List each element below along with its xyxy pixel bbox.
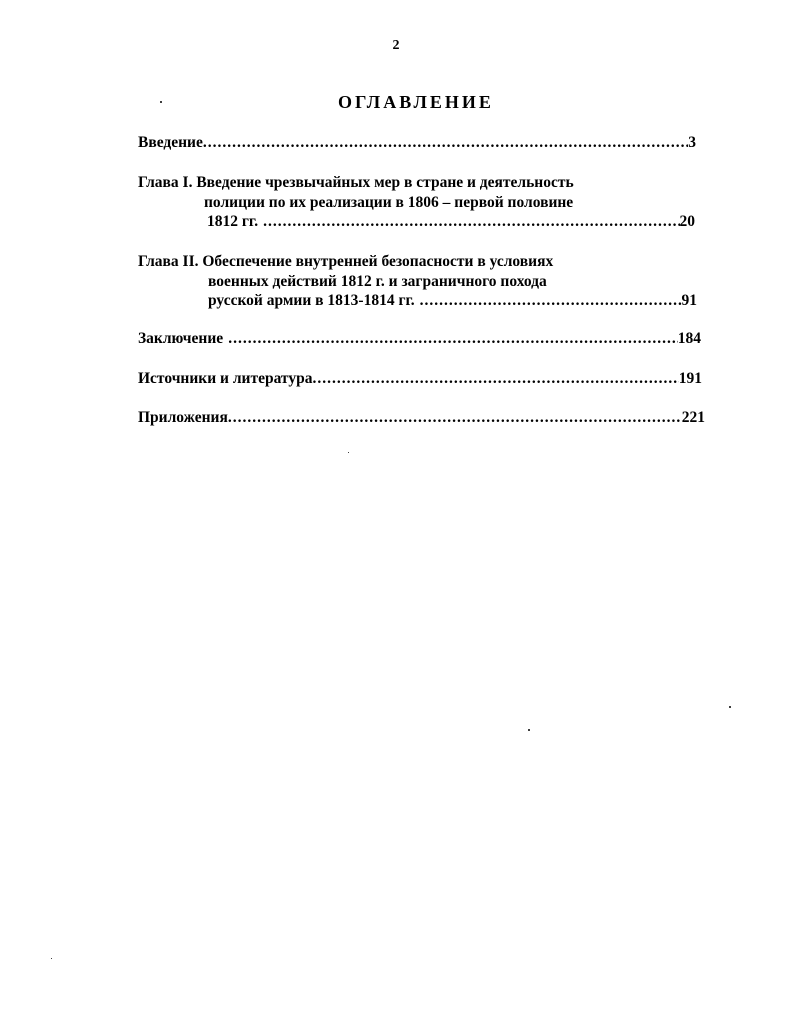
scan-speck	[51, 958, 52, 959]
toc-entry-sources	[138, 369, 702, 389]
toc-entry-page: 184	[677, 330, 701, 347]
page-number: 2	[392, 38, 400, 53]
toc-chapter-prefix: Глава II.	[138, 253, 199, 270]
toc-chapter-title: Обеспечение внутренней безопасности в условиях	[202, 253, 554, 270]
toc-entry-label: Введение	[138, 134, 203, 151]
toc-entry-label: Приложения	[138, 409, 228, 426]
toc-chapter-prefix: Глава I.	[138, 174, 193, 191]
toc-chapter2-line1	[138, 252, 553, 272]
page-title: ОГЛАВЛЕНИЕ	[338, 92, 494, 112]
toc-entry-page: 91	[681, 292, 697, 309]
toc-chapter-title: Введение чрезвычайных мер в стране и деятельность	[196, 174, 574, 191]
toc-leader-dots	[263, 212, 679, 232]
toc-entry-intro	[138, 133, 696, 153]
toc-entry-page: 191	[678, 370, 702, 387]
scan-speck	[729, 706, 731, 708]
toc-chapter1-line1	[138, 173, 574, 193]
toc-entry-label: Заключение	[138, 330, 224, 347]
toc-entry-label: 1812 гг.	[207, 213, 259, 230]
toc-entry-chapter1	[207, 212, 695, 232]
toc-entry-conclusion	[138, 329, 701, 349]
toc-chapter2-line2: военных действий 1812 г. и заграничного похода	[208, 273, 547, 290]
scan-speck	[348, 452, 349, 453]
scan-speck	[160, 101, 162, 103]
scan-speck	[528, 729, 530, 731]
toc-leader-dots	[228, 329, 678, 349]
toc-entry-page: 221	[681, 409, 705, 426]
toc-entry-chapter2	[208, 291, 697, 311]
toc-chapter1-line2: полиции по их реализации в 1806 – первой половине	[204, 194, 574, 211]
toc-entry-appendices	[138, 408, 705, 428]
toc-entry-label: Источники и литература	[138, 370, 313, 387]
toc-entry-page: 20	[679, 213, 695, 230]
toc-leader-dots	[203, 133, 688, 153]
toc-entry-page: 3	[688, 134, 696, 151]
toc-leader-dots	[420, 291, 682, 311]
toc-leader-dots	[312, 369, 678, 389]
toc-entry-label: русской армии в 1813-1814 гг.	[208, 292, 415, 309]
toc-leader-dots	[228, 408, 682, 428]
